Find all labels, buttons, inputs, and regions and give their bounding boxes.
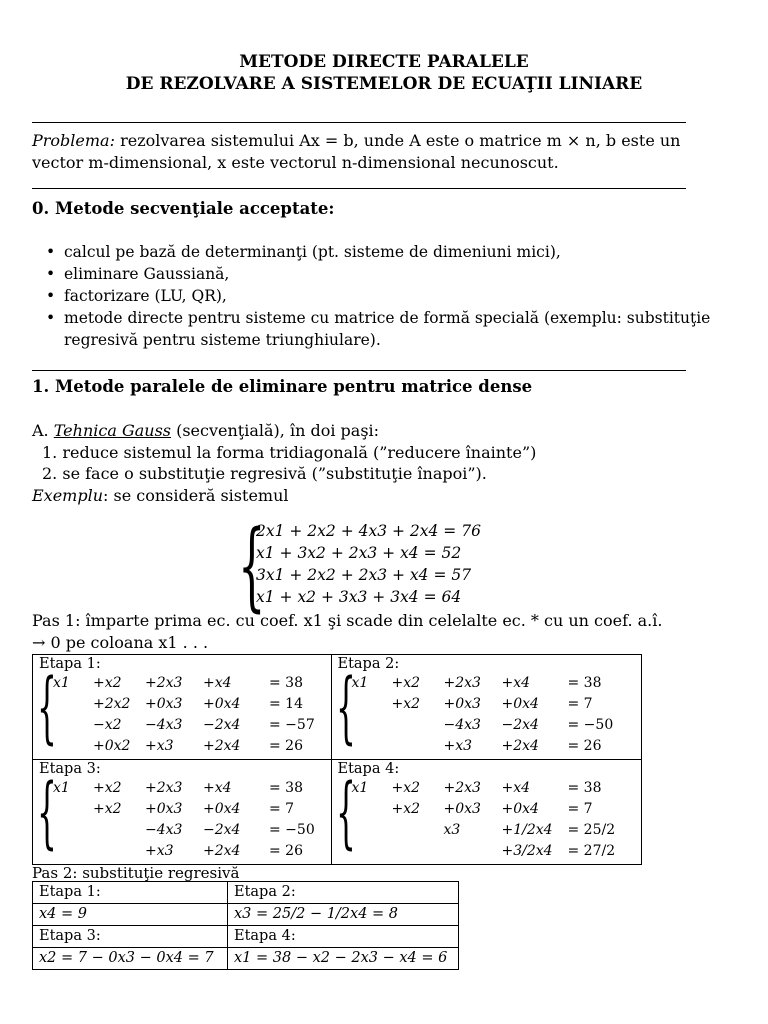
title-line-2: DE REZOLVARE A SISTEMELOR DE ECUAŢII LINIARE bbox=[125, 74, 643, 94]
stage-term: +x4 bbox=[203, 780, 232, 796]
stage-label: Etapa 4: bbox=[337, 761, 400, 777]
problem-line-2: vector m-dimensional, x este vectorul n-dimensional necunoscut. bbox=[32, 153, 559, 172]
divider bbox=[32, 122, 686, 123]
stage-term: +2x2 bbox=[93, 696, 131, 712]
stage-term: = 7 bbox=[269, 801, 295, 817]
stage-equation-row bbox=[33, 694, 333, 715]
step-item: 1. reduce sistemul la forma tridiagonală (”reducere înainte”) bbox=[42, 443, 537, 462]
stage-equation-row bbox=[33, 820, 333, 841]
step-item: 2. se face o substituţie regresivă (”substituţie înapoi”). bbox=[42, 464, 487, 483]
back-cell-value: x2 = 7 − 0x3 − 0x4 = 7 bbox=[33, 948, 228, 970]
stage-term: = 14 bbox=[269, 696, 303, 712]
stage-equation-row bbox=[33, 673, 333, 694]
system-equation: x1 + 3x2 + 2x3 + x4 = 52 bbox=[256, 544, 462, 562]
stage-equation-row bbox=[33, 799, 333, 820]
section-1-heading: 1. Metode paralele de eliminare pentru matrice dense bbox=[32, 377, 533, 396]
stage-equation-row bbox=[33, 715, 333, 736]
stage-term: +0x4 bbox=[501, 801, 539, 817]
stage-equation-row bbox=[332, 715, 632, 736]
pas1-line-2: → 0 pe coloana x1 . . . bbox=[32, 633, 209, 652]
stage-term: = 26 bbox=[269, 738, 303, 754]
stage-term: +x2 bbox=[93, 780, 122, 796]
stage-term: = 38 bbox=[567, 675, 602, 691]
stage-term: −4x3 bbox=[145, 822, 183, 838]
stage-brace: { bbox=[37, 663, 57, 753]
stage-term: +0x3 bbox=[145, 801, 183, 817]
stage-term: +x3 bbox=[145, 843, 174, 859]
stage-term: +0x3 bbox=[443, 696, 481, 712]
stage-cell bbox=[33, 760, 332, 865]
system-equation: 3x1 + 2x2 + 2x3 + x4 = 57 bbox=[256, 566, 472, 584]
stage-term: = 7 bbox=[567, 696, 593, 712]
stage-term: +0x4 bbox=[501, 696, 539, 712]
forward-elimination-table bbox=[32, 654, 642, 865]
stage-term: x3 bbox=[443, 822, 461, 838]
stage-term: +x4 bbox=[203, 675, 232, 691]
stage-term: +2x4 bbox=[203, 738, 241, 754]
stage-term: +x2 bbox=[391, 801, 421, 817]
back-cell-label: Etapa 1: bbox=[33, 882, 228, 904]
stage-term: = −57 bbox=[269, 717, 315, 733]
stage-equation-row bbox=[33, 778, 333, 799]
problem-text-1: rezolvarea sistemului Ax = b, unde A este o matrice m × n, b este un bbox=[120, 131, 681, 150]
pas1-line-1: Pas 1: împarte prima ec. cu coef. x1 şi scade din celelalte ec. * cu un coef. a.î. bbox=[32, 611, 663, 630]
stage-term: +x2 bbox=[391, 780, 421, 796]
stage-term: = 25/2 bbox=[567, 822, 616, 838]
system-equation: x1 + x2 + 3x3 + 3x4 = 64 bbox=[256, 588, 462, 606]
stage-term: −2x4 bbox=[203, 822, 241, 838]
stage-equation-row bbox=[332, 799, 632, 820]
stage-cell bbox=[331, 655, 642, 760]
stage-cell bbox=[331, 760, 642, 865]
stage-term: = 38 bbox=[567, 780, 602, 796]
stage-term: +x2 bbox=[93, 801, 122, 817]
stage-term: +2x3 bbox=[145, 675, 183, 691]
stage-equation-row bbox=[332, 694, 632, 715]
stage-equation-row bbox=[332, 778, 632, 799]
stage-term: x1 bbox=[351, 675, 369, 691]
back-cell-label: Etapa 2: bbox=[228, 882, 459, 904]
gauss-technique-line: A. Tehnica Gauss (secvenţială), în doi paşi: bbox=[32, 421, 380, 440]
stage-term: +x4 bbox=[501, 780, 531, 796]
stage-brace: { bbox=[335, 768, 356, 858]
stage-term: +0x3 bbox=[145, 696, 183, 712]
stage-term: = 27/2 bbox=[567, 843, 616, 859]
stage-term: +2x4 bbox=[501, 738, 539, 754]
stage-term: = 38 bbox=[269, 675, 303, 691]
stage-term: +x2 bbox=[391, 696, 421, 712]
stage-cell bbox=[33, 655, 332, 760]
stage-term: +x2 bbox=[93, 675, 122, 691]
stage-term: +x3 bbox=[145, 738, 174, 754]
stage-term: +0x2 bbox=[93, 738, 131, 754]
stage-term: = 26 bbox=[269, 843, 303, 859]
stage-term: +x4 bbox=[501, 675, 531, 691]
stage-term: = 7 bbox=[567, 801, 593, 817]
back-cell-label: Etapa 3: bbox=[33, 926, 228, 948]
stage-label: Etapa 1: bbox=[39, 656, 101, 672]
stage-term: x1 bbox=[53, 675, 70, 691]
back-cell-label: Etapa 4: bbox=[228, 926, 459, 948]
back-cell-value: x4 = 9 bbox=[33, 904, 228, 926]
pas2-label: Pas 2: substituţie regresivă bbox=[32, 864, 240, 882]
stage-term: x1 bbox=[53, 780, 70, 796]
back-cell-value: x1 = 38 − x2 − 2x3 − x4 = 6 bbox=[228, 948, 459, 970]
stage-equation-row bbox=[332, 820, 632, 841]
stage-term: +0x3 bbox=[443, 801, 481, 817]
stage-equation-row bbox=[332, 673, 632, 694]
back-substitution-table bbox=[32, 881, 459, 970]
problem-line-1 bbox=[32, 130, 680, 152]
stage-term: = −50 bbox=[269, 822, 315, 838]
stage-term: +x2 bbox=[391, 675, 421, 691]
gauss-technique-link: Tehnica Gauss bbox=[53, 421, 171, 440]
stage-term: −2x4 bbox=[203, 717, 241, 733]
stage-term: +3/2x4 bbox=[501, 843, 553, 859]
back-cell-value: x3 = 25/2 − 1/2x4 = 8 bbox=[228, 904, 459, 926]
stage-term: = 26 bbox=[567, 738, 602, 754]
stage-term: +2x3 bbox=[443, 780, 481, 796]
stage-equation-row bbox=[332, 736, 632, 757]
stage-term: +1/2x4 bbox=[501, 822, 553, 838]
system-equation: 2x1 + 2x2 + 4x3 + 2x4 = 76 bbox=[256, 522, 481, 540]
stage-term: −4x3 bbox=[443, 717, 481, 733]
stage-brace: { bbox=[37, 768, 57, 858]
stage-term: +2x3 bbox=[443, 675, 481, 691]
section-0-heading: 0. Metode secvenţiale acceptate: bbox=[32, 199, 335, 218]
stage-label: Etapa 3: bbox=[39, 761, 101, 777]
stage-label: Etapa 2: bbox=[337, 656, 400, 672]
stage-equation-row bbox=[332, 841, 632, 862]
system-brace: { bbox=[238, 510, 266, 622]
stage-term: +0x4 bbox=[203, 696, 241, 712]
stage-term: −x2 bbox=[93, 717, 122, 733]
example-line: Exemplu: se consideră sistemul bbox=[32, 486, 289, 505]
divider bbox=[32, 370, 686, 371]
divider bbox=[32, 188, 686, 189]
stage-term: = −50 bbox=[567, 717, 614, 733]
stage-term: +2x3 bbox=[145, 780, 183, 796]
stage-brace: { bbox=[335, 663, 356, 753]
stage-term: = 38 bbox=[269, 780, 303, 796]
document-page: METODE DIRECTE PARALELE DE REZOLVARE A SISTEMELOR DE ECUAŢII LINIARE Problema: rezolvarea sistemului Ax = b, unde A este o matrice m × n, b este un vector m-dimensional, x este vectorul n-dimensional necunoscut. 0. Metode secvenţiale acceptate: • calcul pe bază de determinanţi (pt. sisteme de dimeniuni mici), • eliminare Gaussiană, • factorizare (LU, QR), • metode directe pentru sisteme cu matrice de formă specială (exemplu: substituţie regresivă pentru sisteme triunghiulare). 1. Metode paralele de eliminare pentru matrice dense A. Tehnica Gauss (secvenţială), în doi paşi: 1. reduce sistemul la forma tridiagonală (”reducere înainte”) 2. se face o substituţie regresivă (”substituţie înapoi”). Exemplu: se consideră sistemul { 2x1 + 2x2 + 4x3 + 2x4 = 76 x1 + 3x2 + 2x3 + x4 = 52 3x1 + 2x2 + 2x3 + x4 = 57 x1 + x2 + 3x3 + 3x4 = 64 Pas 1: împarte prima ec. cu coef. x1 şi scade din celelalte ec. * cu un coef. a.î. → 0 pe coloana x1 . . . Etapa 1: { x1 +x2 +2x3 +x4 = 38 +2x2 +0x3 +0x4 = 14 −x2 −4x3 −2x4 = −57 +0x2 +x3 +2x4 = 26 Etapa 2: { x1 +x2 +2x3 +x4 = 38 +x2 +0x3 +0x4 = 7 −4x3 −2x4 = −50 +x3 +2x4 = 26 Etapa 3: { x1 +x2 +2x3 +x4 = 38 +x2 +0x3 +0x4 = 7 −4x3 −2x4 = −50 +x3 +2x4 = 26 Etapa 4: { x1 +x2 +2x3 +x4 = 38 +x2 +0x3 +0x4 = 7 x3 +1/2x4 = 25/2 +3/2x4 = 27/2 Pas 2: substituţie regresivă Etapa 1: Etapa 2: x4 = 9 x3 = 25/2 − 1/2x4 = 8 Etapa 3: Etapa 4: x2 = 7 − 0x3 − 0x4 = 7 x1 = 38 − x2 − 2x3 − x4 = 6 bbox=[0, 0, 768, 1024]
problem-label: Problema: bbox=[32, 131, 115, 150]
stage-term: x1 bbox=[351, 780, 369, 796]
title-line-1: METODE DIRECTE PARALELE bbox=[239, 52, 529, 72]
stage-term: −4x3 bbox=[145, 717, 183, 733]
stage-equation-row bbox=[33, 736, 333, 757]
stage-term: +2x4 bbox=[203, 843, 241, 859]
stage-term: +0x4 bbox=[203, 801, 241, 817]
stage-term: −2x4 bbox=[501, 717, 539, 733]
stage-term: +x3 bbox=[443, 738, 473, 754]
stage-equation-row bbox=[33, 841, 333, 862]
